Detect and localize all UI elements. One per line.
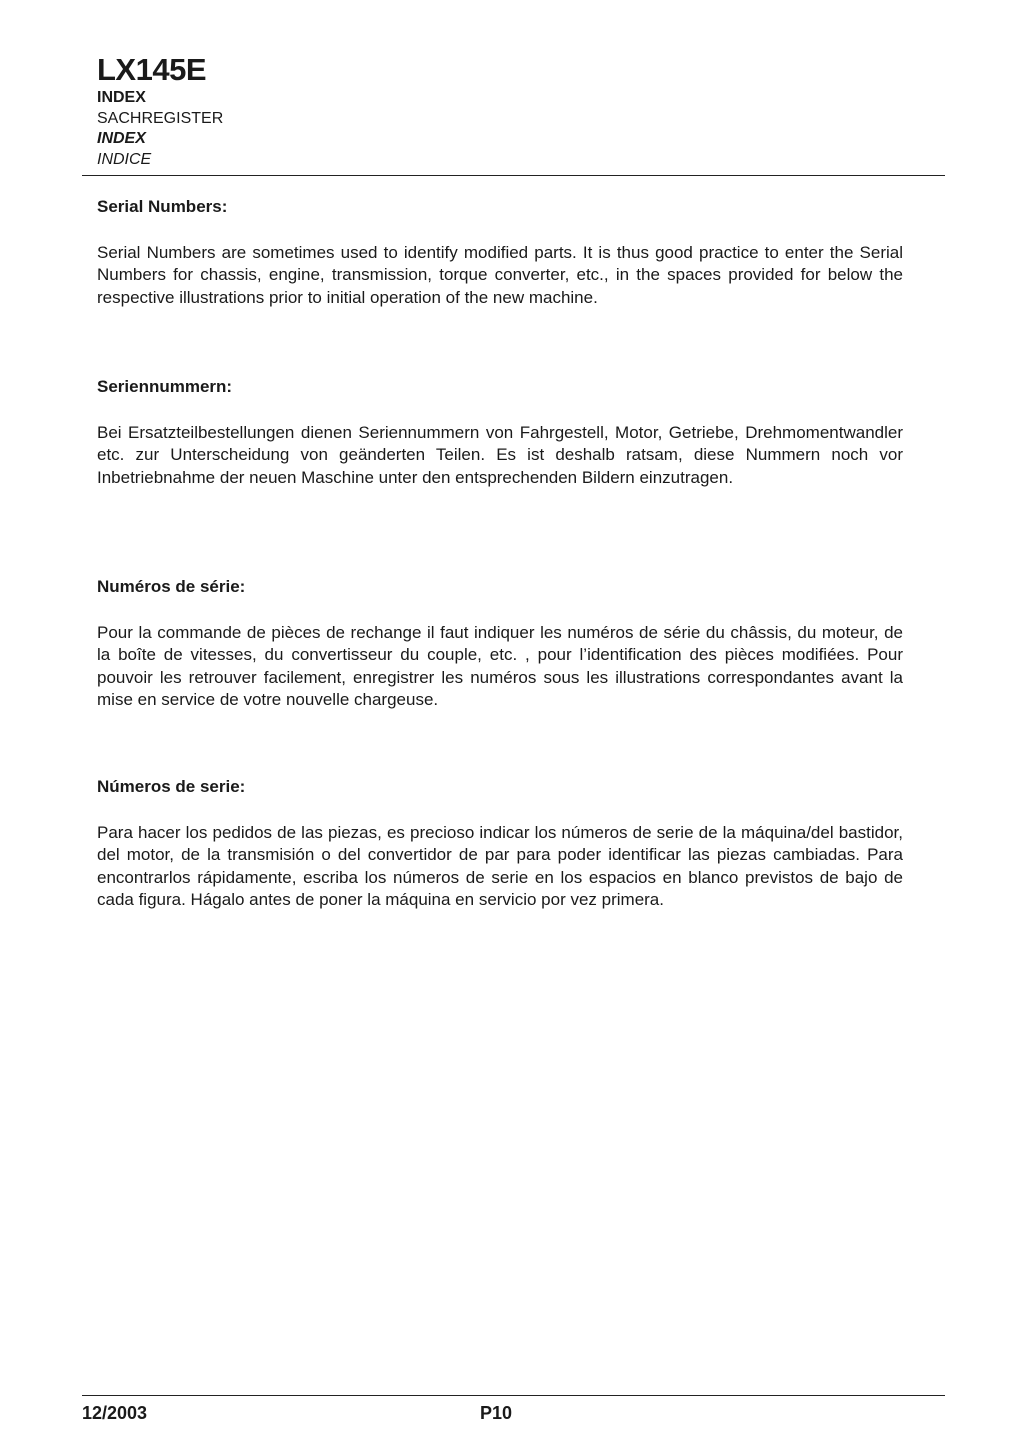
section-german	[97, 376, 903, 489]
footer-date: 12/2003	[82, 1403, 148, 1423]
section-body: Para hacer los pedidos de las piezas, es precioso indicar los números de serie de la máquina/del bastidor, del motor, de la transmisión o del convertidor de par para poder identificar las piezas cambiadas. Para encontrarlos rápidamente, escriba los números de serie en los espacios en blanco previstos de bajo de cada figura. Hágalo antes de poner la máquina en servicio por vez primera.	[97, 823, 903, 909]
index-label-fr: INDEX	[97, 130, 146, 147]
index-label-de: SACHREGISTER	[97, 109, 224, 127]
section-spanish	[97, 776, 903, 911]
page-header	[97, 52, 223, 170]
section-title: Serial Numbers:	[97, 197, 228, 216]
section-body: Bei Ersatzteilbestellungen dienen Seriennummern von Fahrgestell, Motor, Getriebe, Drehmomentwandler etc. zur Unterscheidung von geänderten Teilen. Es ist deshalb ratsam, diese Nummern noch vor Inbetriebnahme der neuen Maschine unter den entsprechenden Bildern einzutragen.	[97, 423, 903, 487]
section-french	[97, 576, 903, 711]
index-label-en: INDEX	[97, 89, 146, 106]
section-title: Seriennummern:	[97, 377, 233, 396]
section-body: Serial Numbers are sometimes used to identify modified parts. It is thus good practice to enter the Serial Numbers for chassis, engine, transmission, torque converter, etc., in the spaces provided for below the respective illustrations prior to initial operation of the new machine.	[97, 243, 903, 307]
section-english	[97, 196, 903, 309]
page-number: P10	[480, 1403, 513, 1423]
index-label-es: INDICE	[97, 150, 152, 168]
footer-divider	[82, 1395, 945, 1396]
header-divider	[82, 175, 945, 176]
section-title: Numéros de série:	[97, 577, 246, 596]
model-title: LX145E	[97, 52, 207, 87]
section-title: Números de serie:	[97, 777, 246, 796]
section-body: Pour la commande de pièces de rechange il faut indiquer les numéros de série du châssis, du moteur, de la boîte de vitesses, du convertisseur du couple, etc. , pour l’identification des pièces modifiées. Pour pouvoir les retrouver facilement, enregistrer les numéros sous les illustrations correspondantes avant la mise en service de votre nouvelle chargeuse.	[97, 623, 903, 709]
